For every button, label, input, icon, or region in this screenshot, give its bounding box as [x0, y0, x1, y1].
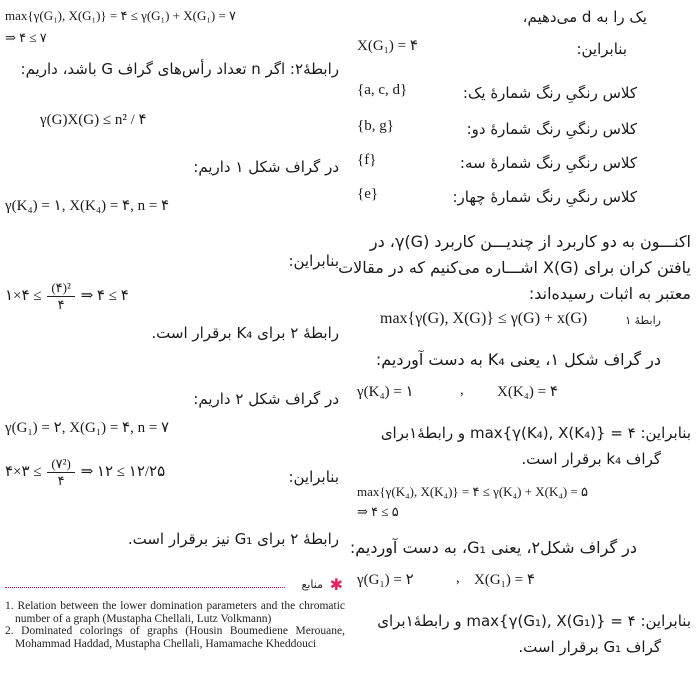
- calc1-line-2: ⇒ ۴ ≤ ۵: [357, 504, 399, 519]
- paragraph-line-1: اکنـــون به دو کاربرد از چندیـــن کاربرد γ(G)، در: [369, 232, 691, 251]
- therefore1-line-b: گراف k₄ برقرار است.: [521, 450, 661, 468]
- calc2-equation: [5, 456, 165, 489]
- color-class-set-1: {a, c, d}: [357, 82, 408, 98]
- calc2-right: ⇒ ۱۲ ≤ ۱۲/۲۵: [80, 463, 166, 480]
- fig2-separator: ,: [456, 570, 460, 586]
- fig1-separator: ,: [460, 382, 464, 398]
- color-class-set-3: {f}: [357, 152, 377, 168]
- therefore-label-1: بنابراین:: [288, 252, 339, 270]
- relation1-formula: max{γ(G), X(G)} ≤ γ(G) + x(G): [380, 310, 588, 327]
- calc1-line-1: max{γ(K₄), X(K₄)} = ۴ ≤ γ(K₄) + X(K₄) = ۵: [357, 484, 589, 499]
- color-class-set-2: {b, g}: [357, 118, 394, 134]
- calc1-denominator: ۴: [57, 297, 65, 312]
- fig2-values: γ(G₁) = ۲, X(G₁) = ۴, n = ۷: [5, 420, 170, 436]
- chromatic-number-value: X(G₁) = ۴: [357, 38, 418, 54]
- color-class-label-3: کلاس رنگیِ رنگ شمارهٔ سه:: [459, 154, 637, 172]
- calc2-fraction: [47, 456, 75, 489]
- fig1-chi: X(K₄) = ۴: [497, 384, 558, 400]
- conclusion2: رابطهٔ ۲ برای G₁ نیز برقرار است.: [127, 530, 339, 548]
- calc1-fraction: [47, 280, 75, 313]
- fig2-intro-right: در گراف شکل۲، یعنی G₁، به دست آوردیم:: [349, 538, 637, 557]
- paragraph-line-3: معتبر به اثبات رسیده‌اند:: [528, 284, 691, 303]
- fig1-intro: در گراف شکل ۱ داریم:: [193, 158, 339, 176]
- calc1-right: ⇒ ۴ ≤ ۴: [80, 287, 129, 304]
- color-class-label-4: کلاس رنگیِ رنگ شمارهٔ چهار:: [452, 188, 637, 206]
- fig1-values: γ(K₄) = ۱, X(K₄) = ۴, n = ۴: [5, 198, 170, 214]
- paragraph-line-2: یافتن کران برای X(G) اشـــاره می‌کنیم که در مقالات: [338, 258, 691, 277]
- right-column: [338, 0, 697, 700]
- reference-item: 1. Relation between the lower domination parameters and the chromatic number of a graph (Mustapha Chellali, Lutz Volkmann): [5, 600, 345, 625]
- color-class-label-1: کلاس رنگیِ رنگ شمارهٔ یک:: [462, 84, 637, 102]
- left-column: [0, 0, 345, 700]
- therefore2-line-a: بنابراین: max{γ(G₁), X(G₁)} = ۴ و رابطهٔ۱برای: [377, 612, 691, 630]
- calc2-left: ۴×۳ ≤: [5, 463, 42, 480]
- references-title: منابع: [301, 578, 323, 591]
- therefore2-line-b: گراف G₁ برقرار است.: [518, 638, 661, 656]
- calc1-numerator: (۴)²: [47, 280, 75, 297]
- fig1-gamma: γ(K₄) = ۱: [357, 384, 414, 400]
- calc2-numerator: (۷²): [47, 456, 75, 473]
- equation-max-g1: max{γ(G₁), X(G₁)} = ۴ ≤ γ(G₁) + X(G₁) = ۷: [5, 8, 237, 23]
- calc1-equation: [5, 280, 129, 313]
- color-class-label-2: کلاس رنگیِ رنگ شمارهٔ دو:: [466, 120, 637, 138]
- dotted-divider: [5, 587, 285, 588]
- star-icon: ✱: [329, 575, 343, 594]
- relation2-formula: γ(G)X(G) ≤ n² / ۴: [40, 112, 147, 128]
- reference-item: 2. Dominated colorings of graphs (Housin Boumediene Merouane, Mohammad Haddad, Mustapha Chellali, Hamamache Kheddouci: [5, 625, 345, 650]
- assign-d-text: یک را به d می‌دهیم،: [522, 8, 647, 26]
- fig1-intro-right: در گراف شکل ۱، یعنی K₄ به دست آوردیم:: [375, 350, 661, 369]
- relation1-label: رابطهٔ ۱: [625, 314, 661, 327]
- references-list: [5, 600, 345, 650]
- therefore1-line-a: بنابراین: max{γ(K₄), X(K₄)} = ۴ و رابطهٔ۱برای: [380, 424, 691, 442]
- calc1-left: ۱×۴ ≤: [5, 287, 42, 304]
- fig2-intro: در گراف شکل ۲ داریم:: [193, 390, 339, 408]
- relation2-statement: رابطهٔ۲: اگر n تعداد رأس‌های گراف G باشد، داریم:: [20, 60, 339, 78]
- fig2-chi: X(G₁) = ۴: [474, 572, 535, 588]
- equation-implication-g1: ⇒ ۴ ≤ ۷: [5, 30, 47, 45]
- references-header: [5, 575, 345, 594]
- calc2-denominator: ۴: [57, 473, 65, 488]
- conclusion1: رابطهٔ ۲ برای K₄ برقرار است.: [151, 324, 339, 342]
- therefore-label: بنابراین:: [576, 40, 627, 58]
- fig2-gamma: γ(G₁) = ۲: [357, 572, 414, 588]
- therefore-label-2: بنابراین:: [288, 468, 339, 486]
- color-class-set-4: {e}: [357, 186, 379, 202]
